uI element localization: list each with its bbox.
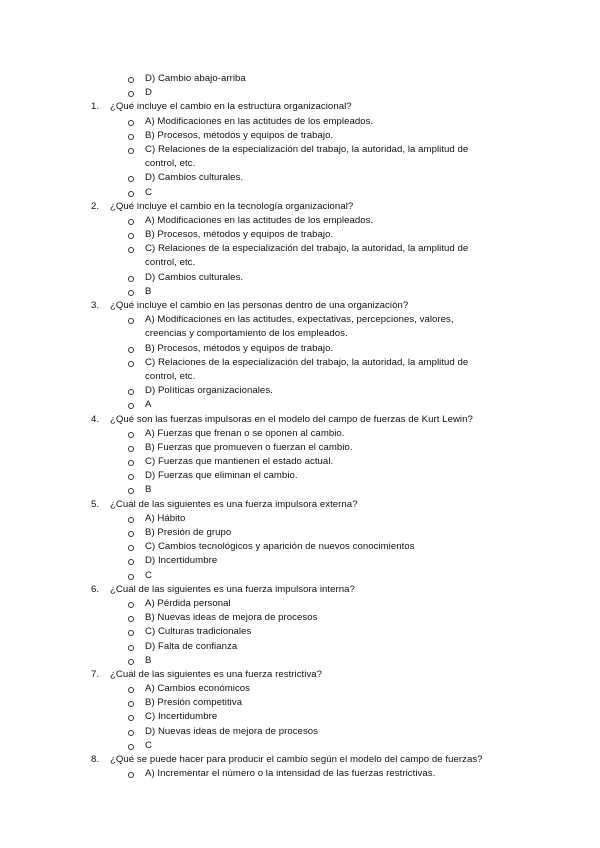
circle-bullet-icon bbox=[128, 574, 134, 580]
option-text: A) Incrementar el número o la intensidad de las fuerzas restrictivas. bbox=[145, 768, 436, 780]
circle-bullet-icon bbox=[128, 659, 134, 665]
list-item-continuation bbox=[0, 370, 600, 384]
option-text: B bbox=[145, 654, 152, 666]
option-text: A) Modificaciones en las actitudes de los empleados. bbox=[145, 214, 374, 226]
list-item bbox=[0, 285, 600, 299]
circle-bullet-icon bbox=[128, 432, 134, 438]
circle-bullet-icon bbox=[128, 460, 134, 466]
circle-bullet-icon bbox=[128, 219, 134, 225]
question-text: ¿Cuál de las siguientes es una fuerza restrictiva? bbox=[110, 668, 323, 680]
circle-bullet-icon bbox=[128, 474, 134, 480]
circle-bullet-icon bbox=[128, 517, 134, 523]
option-text: C bbox=[145, 739, 152, 751]
option-text: C) Culturas tradicionales bbox=[145, 626, 252, 638]
list-item bbox=[0, 469, 600, 483]
option-text: D) Políticas organizacionales. bbox=[145, 385, 273, 397]
option-text: A bbox=[145, 399, 152, 411]
list-item bbox=[0, 710, 600, 724]
list-item bbox=[0, 569, 600, 583]
option-text: B bbox=[145, 285, 152, 297]
option-text: C) Fuerzas que mantienen el estado actual. bbox=[145, 456, 334, 468]
list-item bbox=[0, 441, 600, 455]
option-text: D) Cambio abajo-arriba bbox=[145, 73, 246, 84]
option-text: C) Cambios tecnológicos y aparición de nuevos conocimientos bbox=[145, 541, 415, 553]
list-item bbox=[0, 597, 600, 611]
question-text: ¿Qué incluye el cambio en la estructura organizacional? bbox=[110, 101, 352, 113]
list-item-continuation bbox=[0, 256, 600, 270]
question-6 bbox=[0, 583, 600, 597]
question-3 bbox=[0, 299, 600, 313]
list-item bbox=[0, 342, 600, 356]
option-text: A) Modificaciones en las actitudes, expectativas, percepciones, valores, bbox=[145, 314, 454, 326]
list-item bbox=[0, 526, 600, 540]
list-item bbox=[0, 696, 600, 710]
question-number: 2. bbox=[91, 200, 100, 212]
option-text: C bbox=[145, 186, 152, 198]
list-item bbox=[0, 129, 600, 143]
question-4 bbox=[0, 413, 600, 427]
list-item-continuation bbox=[0, 157, 600, 171]
list-item bbox=[0, 455, 600, 469]
circle-bullet-icon bbox=[128, 772, 134, 778]
circle-bullet-icon bbox=[128, 545, 134, 551]
circle-bullet-icon bbox=[128, 645, 134, 651]
option-text: C) Relaciones de la especialización del trabajo, la autoridad, la amplitud de bbox=[145, 143, 469, 155]
circle-bullet-icon bbox=[128, 744, 134, 750]
question-text: ¿Qué se puede hacer para producir el cambio según el modelo del campo de fuerzas? bbox=[110, 754, 483, 765]
question-7 bbox=[0, 668, 600, 682]
option-text: D bbox=[145, 87, 152, 99]
list-item bbox=[0, 271, 600, 285]
question-number: 4. bbox=[91, 413, 100, 425]
circle-bullet-icon bbox=[128, 191, 134, 197]
list-item bbox=[0, 242, 600, 256]
option-text: A) Hábito bbox=[145, 512, 186, 524]
question-text: ¿Qué incluye el cambio en las personas dentro de una organización? bbox=[110, 300, 409, 311]
list-item bbox=[0, 725, 600, 739]
circle-bullet-icon bbox=[128, 559, 134, 565]
circle-bullet-icon bbox=[128, 701, 134, 707]
option-text: D) Fuerzas que eliminan el cambio. bbox=[145, 470, 298, 482]
option-text: D) Falta de confianza bbox=[145, 640, 238, 652]
list-item bbox=[0, 356, 600, 370]
option-text: B) Nuevas ideas de mejora de procesos bbox=[145, 612, 318, 624]
list-item bbox=[0, 115, 600, 129]
option-text: B) Presión de grupo bbox=[145, 527, 232, 538]
circle-bullet-icon bbox=[128, 233, 134, 239]
option-text: B) Presión competitiva bbox=[145, 697, 243, 709]
circle-bullet-icon bbox=[128, 318, 134, 324]
list-item bbox=[0, 654, 600, 668]
list-item bbox=[0, 682, 600, 696]
option-text: B) Procesos, métodos y equipos de trabajo. bbox=[145, 342, 334, 354]
circle-bullet-icon bbox=[128, 531, 134, 537]
list-item bbox=[0, 313, 600, 327]
circle-bullet-icon bbox=[128, 148, 134, 154]
list-item bbox=[0, 86, 600, 100]
question-text: ¿Cuál de las siguientes es una fuerza impulsora interna? bbox=[110, 583, 355, 595]
circle-bullet-icon bbox=[128, 446, 134, 452]
option-text: B bbox=[145, 484, 152, 496]
list-item bbox=[0, 611, 600, 625]
list-item bbox=[0, 72, 600, 86]
list-item bbox=[0, 767, 600, 781]
option-text: D) Nuevas ideas de mejora de procesos bbox=[145, 725, 319, 737]
list-item bbox=[0, 640, 600, 654]
question-number: 5. bbox=[91, 498, 100, 510]
circle-bullet-icon bbox=[128, 347, 134, 353]
question-8 bbox=[0, 753, 600, 767]
circle-bullet-icon bbox=[128, 687, 134, 693]
question-number: 7. bbox=[91, 668, 100, 680]
option-text-continued: control, etc. bbox=[145, 370, 196, 382]
list-item bbox=[0, 483, 600, 497]
question-text: ¿Qué son las fuerzas impulsoras en el modelo del campo de fuerzas de Kurt Lewin? bbox=[110, 413, 473, 425]
option-text: C) Incertidumbre bbox=[145, 711, 218, 723]
circle-bullet-icon bbox=[128, 91, 134, 97]
document-body bbox=[0, 72, 600, 781]
circle-bullet-icon bbox=[128, 403, 134, 409]
circle-bullet-icon bbox=[128, 730, 134, 736]
question-text: ¿Cuál de las siguientes es una fuerza impulsora externa? bbox=[110, 498, 358, 510]
option-text: A) Pérdida personal bbox=[145, 597, 231, 609]
list-item bbox=[0, 554, 600, 568]
option-text: C bbox=[145, 569, 152, 581]
circle-bullet-icon bbox=[128, 247, 134, 253]
list-item bbox=[0, 739, 600, 753]
option-text-continued: control, etc. bbox=[145, 257, 196, 269]
circle-bullet-icon bbox=[128, 290, 134, 296]
list-item bbox=[0, 228, 600, 242]
list-item bbox=[0, 171, 600, 185]
option-text: A) Modificaciones en las actitudes de los empleados. bbox=[145, 115, 374, 127]
circle-bullet-icon bbox=[128, 134, 134, 140]
option-text: B) Procesos, métodos y equipos de trabajo. bbox=[145, 129, 334, 141]
question-number: 6. bbox=[91, 583, 100, 595]
list-item bbox=[0, 186, 600, 200]
list-item bbox=[0, 512, 600, 526]
circle-bullet-icon bbox=[128, 361, 134, 367]
option-text-continued: creencias y comportamiento de los empleados. bbox=[145, 328, 348, 340]
list-item bbox=[0, 427, 600, 441]
question-number: 1. bbox=[91, 101, 100, 113]
question-2 bbox=[0, 200, 600, 214]
circle-bullet-icon bbox=[128, 120, 134, 126]
option-text: A) Fuerzas que frenan o se oponen al cambio. bbox=[145, 427, 345, 439]
circle-bullet-icon bbox=[128, 630, 134, 636]
circle-bullet-icon bbox=[128, 616, 134, 622]
option-text: D) Cambios culturales. bbox=[145, 172, 244, 184]
option-text: D) Cambios culturales. bbox=[145, 271, 244, 283]
option-text: D) Incertidumbre bbox=[145, 555, 218, 567]
list-item bbox=[0, 214, 600, 228]
option-text: B) Fuerzas que promueven o fuerzan el cambio. bbox=[145, 441, 353, 453]
list-item bbox=[0, 540, 600, 554]
circle-bullet-icon bbox=[128, 77, 134, 83]
circle-bullet-icon bbox=[128, 715, 134, 721]
list-item bbox=[0, 143, 600, 157]
circle-bullet-icon bbox=[128, 276, 134, 282]
option-text: B) Procesos, métodos y equipos de trabajo. bbox=[145, 229, 334, 241]
circle-bullet-icon bbox=[128, 602, 134, 608]
circle-bullet-icon bbox=[128, 389, 134, 395]
question-1 bbox=[0, 100, 600, 114]
question-5 bbox=[0, 498, 600, 512]
list-item bbox=[0, 625, 600, 639]
option-text: C) Relaciones de la especialización del trabajo, la autoridad, la amplitud de bbox=[145, 243, 469, 255]
list-item-continuation bbox=[0, 327, 600, 341]
question-number: 8. bbox=[91, 754, 100, 765]
circle-bullet-icon bbox=[128, 488, 134, 494]
list-item bbox=[0, 384, 600, 398]
option-text: C) Relaciones de la especialización del trabajo, la autoridad, la amplitud de bbox=[145, 356, 469, 368]
option-text: A) Cambios económicos bbox=[145, 683, 251, 695]
question-text: ¿Qué incluye el cambio en la tecnología organizacional? bbox=[110, 200, 354, 212]
option-text-continued: control, etc. bbox=[145, 158, 196, 170]
list-item bbox=[0, 398, 600, 412]
question-number: 3. bbox=[91, 300, 100, 311]
circle-bullet-icon bbox=[128, 176, 134, 182]
